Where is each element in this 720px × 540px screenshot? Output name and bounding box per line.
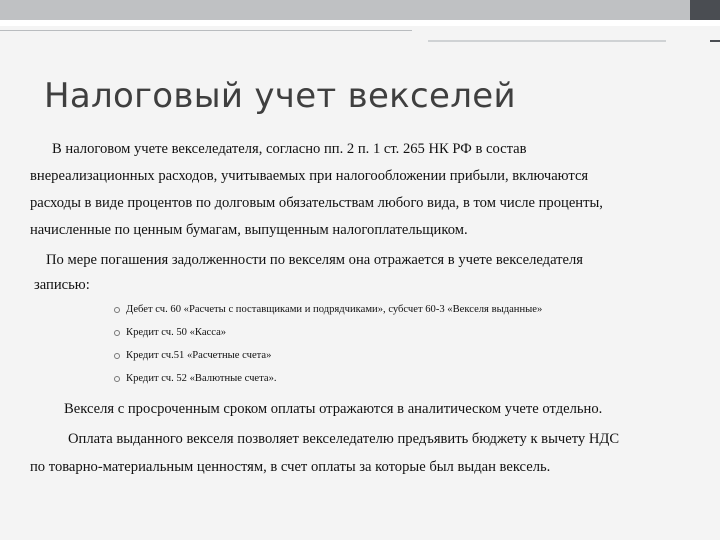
- paragraph-vat: [30, 425, 710, 481]
- corner-accent: [710, 40, 720, 42]
- header-bar-light: [0, 0, 690, 20]
- header-rule-short: [428, 40, 666, 42]
- list-item: [114, 321, 542, 344]
- list-item-text: Кредит сч. 52 «Валютные счета».: [126, 373, 277, 384]
- paragraph-overdue: Векселя с просроченным сроком оплаты отражаются в аналитическом учете отдельно.: [64, 401, 603, 417]
- list-item-text: Дебет сч. 60 «Расчеты с поставщиками и подрядчиками», субсчет 60-3 «Векселя выданные»: [126, 304, 543, 315]
- paragraph-line: начисленные по ценным бумагам, выпущенным налогоплательщиком.: [30, 222, 468, 238]
- paragraph-line: В налоговом учете векселедателя, согласно пп. 2 п. 1 ст. 265 НК РФ в состав: [52, 141, 527, 157]
- paragraph-line: внереализационных расходов, учитываемых при налогообложении прибыли, включаются: [30, 168, 589, 184]
- list-item-text: Кредит сч.51 «Расчетные счета»: [126, 350, 272, 361]
- posting-list: [114, 298, 542, 390]
- bullet-icon: [114, 353, 120, 359]
- list-item-text: Кредит сч. 50 «Касса»: [126, 327, 227, 338]
- header-rule-long: [0, 30, 412, 31]
- paragraph-expenses: [30, 136, 710, 244]
- list-item: [114, 367, 542, 390]
- slide-title: Налоговый учет векселей: [44, 76, 516, 116]
- bullet-icon: [114, 330, 120, 336]
- paragraph-line: Оплата выданного векселя позволяет векселедателю предъявить бюджету к вычету НДС: [68, 431, 620, 447]
- paragraph-line: По мере погашения задолженности по векселям она отражается в учете векселедателя: [46, 252, 584, 268]
- list-item: [114, 298, 542, 321]
- paragraph-repayment: [30, 248, 690, 298]
- header-bar-dark: [690, 0, 720, 20]
- bullet-icon: [114, 376, 120, 382]
- paragraph-line: записью:: [34, 277, 90, 293]
- bullet-icon: [114, 307, 120, 313]
- list-item: [114, 344, 542, 367]
- paragraph-line: расходы в виде процентов по долговым обязательствам любого вида, в том числе проценты,: [30, 195, 603, 211]
- paragraph-line: по товарно-материальным ценностям, в счет оплаты за которые был выдан вексель.: [30, 459, 551, 475]
